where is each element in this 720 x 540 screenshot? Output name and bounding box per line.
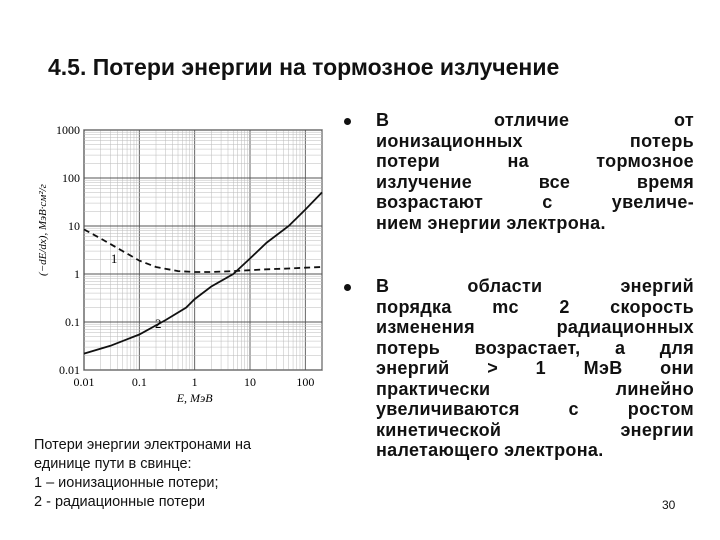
- bullet-line: ионизационных потерь: [376, 130, 694, 151]
- bullet-line: потери на тормозное: [376, 151, 694, 171]
- curve-label: 2: [155, 315, 162, 331]
- bullet-line: налетающего электрона.: [376, 440, 604, 460]
- bullet-line: изменения радиационных: [376, 317, 694, 337]
- bullet-text: [376, 276, 694, 461]
- caption-line: 1 – ионизационные потери;: [34, 475, 219, 491]
- curve-label: 1: [110, 250, 118, 266]
- caption-line: единице пути в свинце:: [34, 456, 192, 472]
- y-tick-label: 0.1: [65, 315, 80, 329]
- x-tick-label: 1: [191, 375, 198, 389]
- bullet-line: возрастают с увеличе-: [376, 192, 694, 212]
- y-tick-label: 0.01: [59, 363, 80, 377]
- x-tick-label: 0.01: [73, 375, 95, 389]
- bullet-dot-icon: [344, 118, 351, 125]
- caption-line: 2 - радиационные потери: [34, 494, 206, 510]
- bullet-item: [344, 276, 694, 461]
- slide-title: 4.5. Потери энергии на тормозное излучение: [48, 54, 560, 80]
- y-tick-label: 100: [62, 171, 80, 185]
- chart: [22, 108, 342, 420]
- bullet-line: энергий > 1 МэВ они: [376, 358, 694, 378]
- x-axis-label: E, МэВ: [176, 391, 213, 405]
- bullet-line: порядка mc 2 скорость: [376, 296, 694, 317]
- y-tick-label: 1000: [56, 123, 80, 137]
- bullet-line: В отличие от: [376, 110, 694, 130]
- bullet-line: практически линейно: [376, 378, 694, 399]
- x-tick-label: 100: [296, 375, 315, 389]
- page-number: 30: [662, 498, 676, 512]
- bullet-line: потерь возрастает, а для: [376, 337, 694, 358]
- chart-caption: [34, 436, 334, 512]
- bullet-line: увеличиваются с ростом: [376, 399, 694, 419]
- caption-line: Потери энергии электронами на: [34, 437, 252, 453]
- bullet-line: В области энергий: [376, 276, 694, 296]
- y-axis-label: (−dE/dx), МэВ·см²/г: [37, 184, 49, 276]
- x-tick-label: 0.1: [131, 375, 147, 389]
- bullet-line: кинетической энергии: [376, 419, 694, 440]
- y-tick-label: 1: [74, 267, 80, 281]
- bullet-text: [376, 110, 694, 233]
- chart-svg: [22, 108, 342, 420]
- bullet-dot-icon: [344, 284, 351, 291]
- x-tick-label: 10: [244, 375, 257, 389]
- bullet-item: [344, 110, 694, 233]
- y-tick-label: 10: [68, 219, 80, 233]
- bullet-line: нием энергии электрона.: [376, 212, 606, 233]
- bullet-line: излучение все время: [376, 171, 694, 192]
- series-line-1: [84, 229, 322, 272]
